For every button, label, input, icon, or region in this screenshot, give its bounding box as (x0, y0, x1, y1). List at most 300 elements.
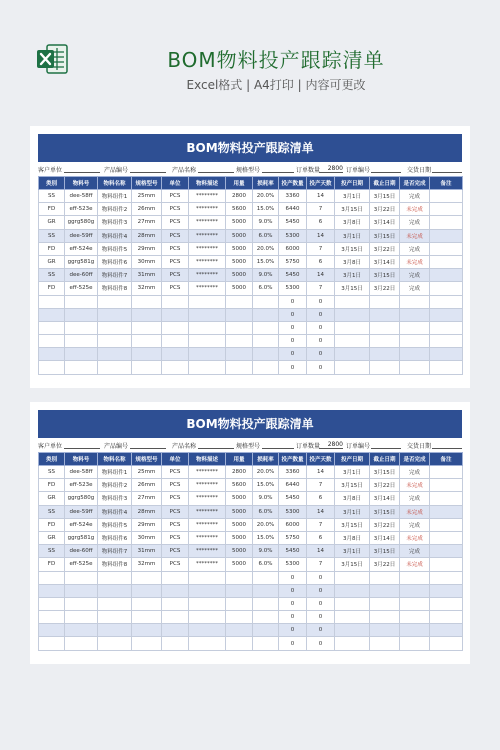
table-cell[interactable]: ******** (189, 255, 226, 268)
table-cell[interactable]: ******** (189, 282, 226, 295)
table-cell[interactable] (253, 597, 279, 610)
table-cell[interactable] (226, 637, 253, 650)
table-cell[interactable]: 物料组件8 (98, 282, 132, 295)
table-cell[interactable]: SS (39, 190, 65, 203)
table-cell[interactable]: 5750 (279, 255, 307, 268)
table-cell[interactable]: 3月1日 (335, 229, 370, 242)
table-cell[interactable]: 5000 (226, 531, 253, 544)
table-cell[interactable]: 3360 (279, 466, 307, 479)
delivery-field[interactable] (432, 448, 462, 449)
table-cell[interactable]: ******** (189, 203, 226, 216)
table-cell[interactable]: eff-523e (65, 203, 98, 216)
table-cell[interactable] (253, 321, 279, 334)
table-cell[interactable]: PCS (162, 518, 189, 531)
table-cell[interactable]: 5450 (279, 216, 307, 229)
table-cell[interactable]: 物料组件3 (98, 216, 132, 229)
table-cell[interactable]: 0 (307, 348, 335, 361)
table-cell[interactable]: 9.0% (253, 269, 279, 282)
table-cell[interactable]: 3360 (279, 190, 307, 203)
table-cell[interactable]: 3月8日 (335, 492, 370, 505)
table-cell[interactable]: 3月15日 (370, 545, 400, 558)
table-cell[interactable]: eff-524e (65, 518, 98, 531)
table-cell[interactable]: 3月1日 (335, 269, 370, 282)
table-cell[interactable]: 6000 (279, 242, 307, 255)
table-cell[interactable]: 26mm (132, 203, 162, 216)
table-cell[interactable] (65, 571, 98, 584)
table-cell[interactable]: FD (39, 518, 65, 531)
table-cell[interactable] (430, 190, 463, 203)
table-cell[interactable]: 9.0% (253, 492, 279, 505)
table-cell[interactable]: 3月15日 (370, 269, 400, 282)
table-cell[interactable] (335, 335, 370, 348)
table-cell[interactable] (335, 571, 370, 584)
table-cell[interactable]: 物料组件4 (98, 229, 132, 242)
table-cell[interactable] (162, 637, 189, 650)
table-cell[interactable]: 5000 (226, 242, 253, 255)
table-cell[interactable] (98, 597, 132, 610)
table-cell[interactable]: 7 (307, 558, 335, 571)
table-cell[interactable] (430, 505, 463, 518)
table-cell[interactable] (335, 348, 370, 361)
table-cell[interactable] (98, 637, 132, 650)
table-cell[interactable] (39, 361, 65, 374)
table-cell[interactable]: SS (39, 269, 65, 282)
table-cell[interactable] (370, 308, 400, 321)
table-cell[interactable] (370, 295, 400, 308)
table-cell[interactable] (335, 584, 370, 597)
table-cell[interactable]: PCS (162, 216, 189, 229)
table-cell[interactable] (430, 229, 463, 242)
table-cell[interactable] (430, 492, 463, 505)
table-cell[interactable]: 3月15日 (335, 242, 370, 255)
table-cell[interactable]: 3月15日 (335, 203, 370, 216)
spec-field[interactable] (262, 172, 294, 173)
table-cell[interactable] (189, 624, 226, 637)
table-cell[interactable]: 5000 (226, 282, 253, 295)
table-cell[interactable]: dee-58ff (65, 466, 98, 479)
table-cell[interactable] (65, 295, 98, 308)
table-cell[interactable]: ******** (189, 242, 226, 255)
table-cell[interactable]: 29mm (132, 242, 162, 255)
table-cell[interactable]: 3月22日 (370, 558, 400, 571)
table-cell[interactable] (39, 597, 65, 610)
table-cell[interactable]: PCS (162, 479, 189, 492)
table-cell[interactable]: 0 (307, 295, 335, 308)
table-cell[interactable]: ******** (189, 545, 226, 558)
table-cell[interactable]: 6000 (279, 518, 307, 531)
table-cell[interactable] (98, 295, 132, 308)
table-cell[interactable] (132, 597, 162, 610)
table-cell[interactable] (98, 348, 132, 361)
table-cell[interactable]: 0 (279, 637, 307, 650)
table-cell[interactable] (226, 361, 253, 374)
table-cell[interactable] (253, 637, 279, 650)
table-cell[interactable] (430, 216, 463, 229)
table-cell[interactable] (189, 348, 226, 361)
table-cell[interactable]: 3月22日 (370, 479, 400, 492)
table-cell[interactable]: 6 (307, 216, 335, 229)
table-cell[interactable]: PCS (162, 269, 189, 282)
table-cell[interactable]: 7 (307, 479, 335, 492)
table-cell[interactable] (430, 611, 463, 624)
table-cell[interactable]: 7 (307, 242, 335, 255)
table-cell[interactable] (189, 361, 226, 374)
table-cell[interactable]: 5000 (226, 518, 253, 531)
table-cell[interactable] (132, 361, 162, 374)
table-cell[interactable]: 5600 (226, 203, 253, 216)
table-cell[interactable] (132, 348, 162, 361)
table-cell[interactable]: 31mm (132, 269, 162, 282)
table-cell[interactable]: 物料组件6 (98, 255, 132, 268)
table-cell[interactable]: 0 (307, 597, 335, 610)
table-cell[interactable] (400, 624, 430, 637)
table-cell[interactable]: 15.0% (253, 255, 279, 268)
table-cell[interactable] (189, 308, 226, 321)
table-cell[interactable]: PCS (162, 545, 189, 558)
table-cell[interactable]: 3月14日 (370, 492, 400, 505)
table-cell[interactable] (132, 308, 162, 321)
table-cell[interactable] (226, 597, 253, 610)
product-name-field[interactable] (198, 172, 234, 173)
table-cell[interactable] (430, 571, 463, 584)
table-cell[interactable]: 14 (307, 190, 335, 203)
table-cell[interactable] (98, 335, 132, 348)
table-cell[interactable] (39, 295, 65, 308)
table-cell[interactable]: eff-525e (65, 282, 98, 295)
table-cell[interactable]: 15.0% (253, 203, 279, 216)
table-cell[interactable] (430, 637, 463, 650)
table-cell[interactable]: 完成 (400, 269, 430, 282)
product-code-field[interactable] (130, 172, 166, 173)
table-cell[interactable] (430, 308, 463, 321)
table-cell[interactable]: ggrg580g (65, 492, 98, 505)
table-cell[interactable]: 26mm (132, 479, 162, 492)
table-cell[interactable] (132, 321, 162, 334)
table-cell[interactable]: dee-59ff (65, 229, 98, 242)
table-cell[interactable]: FD (39, 558, 65, 571)
table-cell[interactable]: 0 (279, 624, 307, 637)
table-cell[interactable] (253, 624, 279, 637)
table-cell[interactable] (370, 321, 400, 334)
table-cell[interactable]: 5450 (279, 492, 307, 505)
table-cell[interactable]: 0 (307, 611, 335, 624)
table-cell[interactable]: 5000 (226, 216, 253, 229)
table-cell[interactable]: GR (39, 216, 65, 229)
table-cell[interactable]: 未完成 (400, 531, 430, 544)
table-cell[interactable]: dee-58ff (65, 190, 98, 203)
order-qty-value[interactable]: 2800 (319, 441, 343, 449)
table-cell[interactable]: 3月15日 (370, 229, 400, 242)
table-cell[interactable]: 3月15日 (370, 505, 400, 518)
table-cell[interactable]: 完成 (400, 242, 430, 255)
table-cell[interactable]: 27mm (132, 492, 162, 505)
table-cell[interactable]: 7 (307, 203, 335, 216)
table-cell[interactable] (39, 571, 65, 584)
table-cell[interactable] (430, 282, 463, 295)
table-cell[interactable]: 物料组件7 (98, 545, 132, 558)
table-cell[interactable] (226, 295, 253, 308)
table-cell[interactable] (65, 584, 98, 597)
table-cell[interactable]: 3月1日 (335, 190, 370, 203)
delivery-field[interactable] (432, 172, 462, 173)
table-cell[interactable]: dee-60ff (65, 269, 98, 282)
table-cell[interactable] (162, 348, 189, 361)
table-cell[interactable]: 3月1日 (335, 466, 370, 479)
table-cell[interactable] (65, 611, 98, 624)
table-cell[interactable] (400, 335, 430, 348)
table-cell[interactable] (253, 295, 279, 308)
table-cell[interactable] (189, 321, 226, 334)
table-cell[interactable] (162, 597, 189, 610)
table-cell[interactable]: 6 (307, 531, 335, 544)
table-cell[interactable]: 5600 (226, 479, 253, 492)
table-cell[interactable] (162, 321, 189, 334)
table-cell[interactable]: 完成 (400, 518, 430, 531)
table-cell[interactable] (132, 571, 162, 584)
table-cell[interactable] (226, 348, 253, 361)
table-cell[interactable] (430, 531, 463, 544)
table-cell[interactable] (253, 611, 279, 624)
table-cell[interactable]: 0 (279, 584, 307, 597)
table-cell[interactable]: eff-525e (65, 558, 98, 571)
table-cell[interactable]: 5000 (226, 558, 253, 571)
table-cell[interactable]: 5000 (226, 505, 253, 518)
table-cell[interactable]: 3月14日 (370, 216, 400, 229)
table-cell[interactable] (98, 611, 132, 624)
table-cell[interactable]: 32mm (132, 282, 162, 295)
table-cell[interactable]: PCS (162, 466, 189, 479)
table-cell[interactable]: FD (39, 203, 65, 216)
table-cell[interactable] (132, 295, 162, 308)
table-cell[interactable] (65, 597, 98, 610)
table-cell[interactable] (39, 348, 65, 361)
table-cell[interactable] (39, 611, 65, 624)
table-cell[interactable] (430, 466, 463, 479)
table-cell[interactable]: 未完成 (400, 558, 430, 571)
table-cell[interactable]: 物料组件5 (98, 242, 132, 255)
table-cell[interactable]: 0 (307, 361, 335, 374)
table-cell[interactable] (226, 335, 253, 348)
table-cell[interactable]: 9.0% (253, 216, 279, 229)
table-cell[interactable] (226, 584, 253, 597)
table-cell[interactable]: 5000 (226, 255, 253, 268)
table-cell[interactable] (430, 242, 463, 255)
table-cell[interactable]: 未完成 (400, 255, 430, 268)
table-cell[interactable]: 3月8日 (335, 531, 370, 544)
table-cell[interactable] (370, 584, 400, 597)
table-cell[interactable]: PCS (162, 255, 189, 268)
table-cell[interactable]: 完成 (400, 216, 430, 229)
table-cell[interactable]: 0 (307, 584, 335, 597)
table-cell[interactable]: PCS (162, 229, 189, 242)
table-cell[interactable] (253, 361, 279, 374)
table-cell[interactable]: ******** (189, 479, 226, 492)
table-cell[interactable]: 31mm (132, 545, 162, 558)
table-cell[interactable]: PCS (162, 190, 189, 203)
table-cell[interactable]: 未完成 (400, 203, 430, 216)
table-cell[interactable]: 28mm (132, 229, 162, 242)
table-cell[interactable] (370, 611, 400, 624)
table-cell[interactable]: ******** (189, 216, 226, 229)
table-cell[interactable]: SS (39, 505, 65, 518)
table-cell[interactable]: 0 (279, 597, 307, 610)
table-cell[interactable]: ******** (189, 492, 226, 505)
table-cell[interactable]: 9.0% (253, 545, 279, 558)
table-cell[interactable]: 14 (307, 466, 335, 479)
table-cell[interactable]: ******** (189, 229, 226, 242)
table-cell[interactable] (430, 255, 463, 268)
table-cell[interactable] (370, 624, 400, 637)
table-cell[interactable]: 物料组件8 (98, 558, 132, 571)
table-cell[interactable]: 3月22日 (370, 203, 400, 216)
table-cell[interactable]: 0 (307, 308, 335, 321)
table-cell[interactable] (430, 624, 463, 637)
table-cell[interactable]: 完成 (400, 545, 430, 558)
table-cell[interactable]: ******** (189, 531, 226, 544)
table-cell[interactable]: 3月1日 (335, 505, 370, 518)
table-cell[interactable]: 0 (279, 308, 307, 321)
customer-field[interactable] (64, 448, 100, 449)
table-cell[interactable] (98, 321, 132, 334)
table-cell[interactable]: 3月8日 (335, 216, 370, 229)
table-cell[interactable]: 0 (279, 571, 307, 584)
table-cell[interactable]: FD (39, 242, 65, 255)
table-cell[interactable]: 20.0% (253, 466, 279, 479)
table-cell[interactable] (400, 637, 430, 650)
table-cell[interactable]: 未完成 (400, 479, 430, 492)
table-cell[interactable]: 7 (307, 518, 335, 531)
table-cell[interactable] (370, 597, 400, 610)
table-cell[interactable] (98, 584, 132, 597)
table-cell[interactable] (400, 295, 430, 308)
table-cell[interactable] (189, 584, 226, 597)
table-cell[interactable] (65, 321, 98, 334)
table-cell[interactable]: 0 (279, 335, 307, 348)
table-cell[interactable] (132, 611, 162, 624)
table-cell[interactable]: PCS (162, 492, 189, 505)
table-cell[interactable] (370, 335, 400, 348)
table-cell[interactable]: dee-59ff (65, 505, 98, 518)
table-cell[interactable] (226, 571, 253, 584)
table-cell[interactable]: 3月15日 (370, 190, 400, 203)
table-cell[interactable] (253, 571, 279, 584)
table-cell[interactable]: 5300 (279, 282, 307, 295)
table-cell[interactable]: 6440 (279, 203, 307, 216)
table-cell[interactable]: 14 (307, 269, 335, 282)
table-cell[interactable]: 0 (307, 321, 335, 334)
table-cell[interactable] (162, 361, 189, 374)
table-cell[interactable]: 25mm (132, 466, 162, 479)
table-cell[interactable]: 未完成 (400, 229, 430, 242)
table-cell[interactable] (430, 545, 463, 558)
table-cell[interactable] (400, 584, 430, 597)
table-cell[interactable] (132, 637, 162, 650)
table-cell[interactable]: ******** (189, 190, 226, 203)
table-cell[interactable] (98, 624, 132, 637)
table-cell[interactable]: PCS (162, 203, 189, 216)
table-cell[interactable]: 0 (279, 321, 307, 334)
table-cell[interactable]: 27mm (132, 216, 162, 229)
table-cell[interactable] (132, 624, 162, 637)
table-cell[interactable] (98, 308, 132, 321)
table-cell[interactable] (189, 597, 226, 610)
table-cell[interactable]: 0 (307, 624, 335, 637)
table-cell[interactable] (370, 571, 400, 584)
table-cell[interactable]: 5000 (226, 269, 253, 282)
table-cell[interactable]: 32mm (132, 558, 162, 571)
table-cell[interactable] (430, 361, 463, 374)
table-cell[interactable]: ggrg580g (65, 216, 98, 229)
table-cell[interactable]: 15.0% (253, 479, 279, 492)
table-cell[interactable] (335, 637, 370, 650)
table-cell[interactable] (370, 348, 400, 361)
table-cell[interactable] (430, 321, 463, 334)
table-cell[interactable]: 6.0% (253, 229, 279, 242)
table-cell[interactable] (189, 611, 226, 624)
table-cell[interactable]: 0 (279, 295, 307, 308)
table-cell[interactable] (400, 571, 430, 584)
table-cell[interactable]: 20.0% (253, 242, 279, 255)
order-qty-value[interactable]: 2800 (319, 165, 343, 173)
table-cell[interactable] (226, 308, 253, 321)
spec-field[interactable] (262, 448, 294, 449)
table-cell[interactable]: 完成 (400, 466, 430, 479)
table-cell[interactable]: 物料组件2 (98, 203, 132, 216)
table-cell[interactable]: 0 (279, 348, 307, 361)
table-cell[interactable] (39, 584, 65, 597)
table-cell[interactable]: 5300 (279, 558, 307, 571)
table-cell[interactable] (430, 584, 463, 597)
table-cell[interactable]: 5300 (279, 229, 307, 242)
table-cell[interactable] (253, 584, 279, 597)
table-cell[interactable] (400, 611, 430, 624)
table-cell[interactable]: 5750 (279, 531, 307, 544)
table-cell[interactable] (65, 624, 98, 637)
table-cell[interactable]: 30mm (132, 255, 162, 268)
product-name-field[interactable] (198, 448, 234, 449)
table-cell[interactable] (430, 269, 463, 282)
table-cell[interactable]: 20.0% (253, 518, 279, 531)
table-cell[interactable] (335, 308, 370, 321)
table-cell[interactable]: SS (39, 229, 65, 242)
table-cell[interactable] (400, 597, 430, 610)
table-cell[interactable] (189, 637, 226, 650)
table-cell[interactable]: 14 (307, 545, 335, 558)
table-cell[interactable] (253, 348, 279, 361)
table-cell[interactable]: PCS (162, 558, 189, 571)
table-cell[interactable] (430, 348, 463, 361)
table-cell[interactable]: 30mm (132, 531, 162, 544)
table-cell[interactable]: 物料组件1 (98, 466, 132, 479)
table-cell[interactable]: 物料组件5 (98, 518, 132, 531)
table-cell[interactable]: 3月22日 (370, 518, 400, 531)
table-cell[interactable] (65, 308, 98, 321)
table-cell[interactable]: 0 (307, 335, 335, 348)
table-cell[interactable] (39, 335, 65, 348)
table-cell[interactable]: 14 (307, 229, 335, 242)
table-cell[interactable]: eff-523e (65, 479, 98, 492)
table-cell[interactable]: ggrg581g (65, 255, 98, 268)
table-cell[interactable]: PCS (162, 282, 189, 295)
table-cell[interactable]: 6.0% (253, 282, 279, 295)
table-cell[interactable]: 物料组件2 (98, 479, 132, 492)
table-cell[interactable] (132, 335, 162, 348)
table-cell[interactable] (400, 361, 430, 374)
table-cell[interactable]: 完成 (400, 282, 430, 295)
table-cell[interactable] (189, 335, 226, 348)
table-cell[interactable] (335, 624, 370, 637)
table-cell[interactable]: 0 (279, 611, 307, 624)
